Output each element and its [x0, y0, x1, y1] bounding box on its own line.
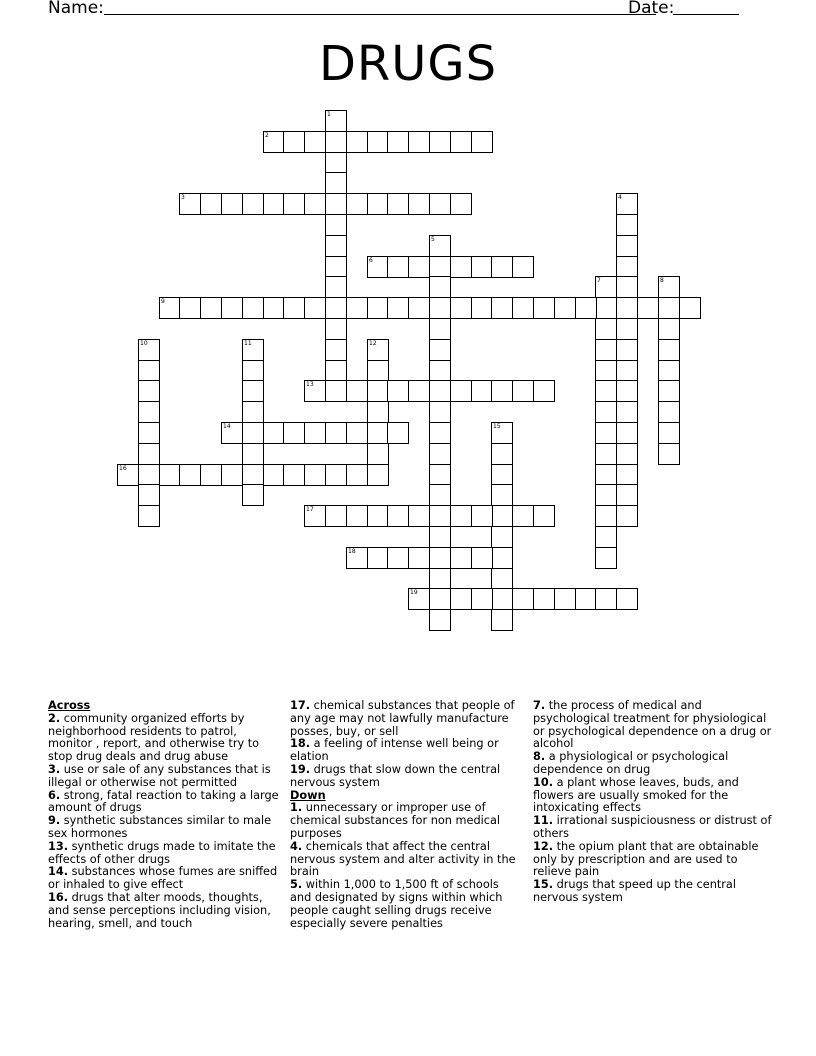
grid-cell[interactable]: [325, 276, 347, 298]
grid-cell[interactable]: [221, 297, 243, 319]
grid-cell[interactable]: [283, 131, 305, 153]
grid-cell[interactable]: [263, 193, 285, 215]
grid-cell[interactable]: [242, 360, 264, 382]
grid-cell[interactable]: [283, 464, 305, 486]
grid-cell[interactable]: [429, 297, 451, 319]
grid-cell[interactable]: [595, 422, 617, 444]
grid-cell[interactable]: [138, 401, 160, 423]
clue-across-16: 16. drugs that alter moods, thoughts, and sense perceptions including vision, hearing, smell, and touch: [48, 890, 271, 930]
clue-number: 10: [140, 340, 148, 347]
grid-cell[interactable]: [221, 464, 243, 486]
grid-cell[interactable]: [304, 464, 326, 486]
grid-cell[interactable]: [450, 193, 472, 215]
grid-cell[interactable]: [637, 297, 659, 319]
grid-cell[interactable]: [138, 505, 160, 527]
grid-cell[interactable]: [616, 235, 638, 257]
grid-cell[interactable]: [491, 526, 513, 548]
grid-cell[interactable]: [138, 422, 160, 444]
grid-cell[interactable]: [387, 297, 409, 319]
grid-cell[interactable]: [491, 464, 513, 486]
clue-across-17: 17. chemical substances that people of any age may not lawfully manufacture posses, buy, or sell: [290, 699, 515, 738]
grid-cell[interactable]: [471, 131, 493, 153]
grid-cell[interactable]: [595, 339, 617, 361]
grid-cell[interactable]: [138, 464, 160, 486]
grid-cell[interactable]: [429, 380, 451, 402]
grid-cell[interactable]: [616, 193, 638, 215]
grid-cell[interactable]: [616, 297, 638, 319]
clue-number: 16: [119, 465, 127, 472]
grid-cell[interactable]: [429, 339, 451, 361]
grid-cell[interactable]: [367, 422, 389, 444]
grid-cell[interactable]: [429, 422, 451, 444]
grid-cell[interactable]: [595, 443, 617, 465]
grid-cell[interactable]: [138, 443, 160, 465]
grid-cell[interactable]: [179, 297, 201, 319]
grid-cell[interactable]: [658, 401, 680, 423]
grid-cell[interactable]: [491, 547, 513, 569]
grid-cell[interactable]: [346, 193, 368, 215]
grid-cell[interactable]: [429, 256, 451, 278]
clue-down-15: 15. drugs that speed up the central nervous system: [533, 878, 736, 904]
clue-across-19: 19. drugs that slow down the central nervous system: [290, 762, 501, 789]
puzzle-title: DRUGS: [318, 36, 498, 92]
grid-cell[interactable]: [408, 193, 430, 215]
grid-cell[interactable]: [450, 380, 472, 402]
clue-number: 12: [369, 340, 377, 347]
grid-cell[interactable]: [283, 422, 305, 444]
grid-cell[interactable]: [512, 297, 534, 319]
clue-down-8: 8. a physiological or psychological dependence on drug: [533, 750, 729, 776]
grid-cell[interactable]: [325, 360, 347, 382]
grid-cell[interactable]: [616, 443, 638, 465]
grid-cell[interactable]: [283, 297, 305, 319]
grid-cell[interactable]: [595, 547, 617, 569]
grid-cell[interactable]: [429, 276, 451, 298]
grid-cell[interactable]: [429, 484, 451, 506]
grid-cell[interactable]: [346, 297, 368, 319]
grid-cell[interactable]: [387, 505, 409, 527]
grid-cell[interactable]: [408, 131, 430, 153]
grid-cell[interactable]: [367, 131, 389, 153]
clue-across-13: 13. synthetic drugs made to imitate the effects of other drugs: [48, 839, 276, 866]
clue-down-12: 12. the opium plant that are obtainable only by prescription and are used to relieve pain: [533, 839, 759, 879]
grid-cell[interactable]: [429, 547, 451, 569]
grid-cell[interactable]: [429, 235, 451, 257]
grid-cell[interactable]: [387, 193, 409, 215]
grid-cell[interactable]: [242, 339, 264, 361]
grid-cell[interactable]: [304, 193, 326, 215]
grid-cell[interactable]: [263, 422, 285, 444]
grid-cell[interactable]: [325, 297, 347, 319]
grid-cell[interactable]: [429, 568, 451, 590]
grid-cell[interactable]: [471, 380, 493, 402]
grid-cell[interactable]: [450, 505, 472, 527]
clue-number: 2: [265, 132, 269, 139]
grid-cell[interactable]: [595, 360, 617, 382]
grid-cell[interactable]: [304, 297, 326, 319]
grid-cell[interactable]: [367, 464, 389, 486]
clues-column-3: [533, 700, 773, 905]
grid-cell[interactable]: [408, 547, 430, 569]
grid-cell[interactable]: [263, 464, 285, 486]
grid-cell[interactable]: [595, 588, 617, 610]
grid-cell[interactable]: [471, 256, 493, 278]
grid-cell[interactable]: [138, 339, 160, 361]
grid-cell[interactable]: [658, 360, 680, 382]
grid-cell[interactable]: [658, 422, 680, 444]
grid-cell[interactable]: [616, 276, 638, 298]
clues-column-1: [48, 700, 280, 930]
grid-cell[interactable]: [304, 505, 326, 527]
grid-cell[interactable]: [408, 505, 430, 527]
grid-cell[interactable]: [595, 276, 617, 298]
clue-down-5: 5. within 1,000 to 1,500 ft of schools and designated by signs within which people caught selling drugs receive especially severe penalties: [290, 878, 503, 930]
grid-cell[interactable]: [491, 568, 513, 590]
grid-cell[interactable]: [429, 401, 451, 423]
grid-cell[interactable]: [138, 380, 160, 402]
clue-down-11: 11. irrational suspiciousness or distrust of others: [533, 814, 772, 840]
grid-cell[interactable]: [367, 256, 389, 278]
grid-cell[interactable]: [533, 588, 555, 610]
grid-cell[interactable]: [512, 588, 534, 610]
grid-cell[interactable]: [346, 422, 368, 444]
grid-cell[interactable]: [325, 464, 347, 486]
grid-cell[interactable]: [616, 422, 638, 444]
grid-cell[interactable]: [595, 484, 617, 506]
grid-cell[interactable]: [304, 131, 326, 153]
grid-cell[interactable]: [616, 318, 638, 340]
grid-cell[interactable]: [491, 422, 513, 444]
name-label: Name:: [48, 0, 104, 18]
clue-down-7: 7. the process of medical and psychological treatment for physiological or psychological dependence on a drug or alcohol: [533, 699, 772, 751]
grid-cell[interactable]: [429, 526, 451, 548]
grid-cell[interactable]: [595, 380, 617, 402]
grid-cell[interactable]: [616, 360, 638, 382]
grid-cell[interactable]: [242, 422, 264, 444]
grid-cell[interactable]: [450, 588, 472, 610]
grid-cell[interactable]: [491, 505, 513, 527]
clue-number: 9: [161, 298, 165, 305]
grid-cell[interactable]: [575, 297, 597, 319]
grid-cell[interactable]: [387, 547, 409, 569]
clue-number: 11: [244, 340, 252, 347]
grid-cell[interactable]: [346, 464, 368, 486]
down-heading: Down: [290, 788, 326, 802]
date-label: Date:: [628, 0, 675, 18]
grid-cell[interactable]: [387, 256, 409, 278]
grid-cell[interactable]: [325, 193, 347, 215]
grid-cell[interactable]: [616, 339, 638, 361]
grid-cell[interactable]: [159, 464, 181, 486]
grid-cell[interactable]: [138, 360, 160, 382]
grid-cell[interactable]: [471, 297, 493, 319]
clue-down-10: 10. a plant whose leaves, buds, and flowers are usually smoked for the intoxicating effects: [533, 775, 739, 815]
grid-cell[interactable]: [367, 380, 389, 402]
grid-cell[interactable]: [429, 193, 451, 215]
grid-cell[interactable]: [263, 297, 285, 319]
grid-cell[interactable]: [491, 609, 513, 631]
grid-cell[interactable]: [658, 318, 680, 340]
grid-cell[interactable]: [616, 380, 638, 402]
clue-number: 14: [223, 423, 231, 430]
grid-cell[interactable]: [242, 193, 264, 215]
clue-number: 15: [493, 423, 501, 430]
grid-cell[interactable]: [429, 505, 451, 527]
grid-cell[interactable]: [367, 547, 389, 569]
grid-cell[interactable]: [658, 297, 680, 319]
grid-cell[interactable]: [346, 380, 368, 402]
clue-across-18: 18. a feeling of intense well being or elation: [290, 737, 499, 764]
grid-cell[interactable]: [616, 505, 638, 527]
grid-cell[interactable]: [429, 131, 451, 153]
grid-cell[interactable]: [325, 110, 347, 132]
grid-cell[interactable]: [138, 484, 160, 506]
grid-cell[interactable]: [263, 131, 285, 153]
grid-cell[interactable]: [242, 401, 264, 423]
clue-number: 5: [431, 236, 435, 243]
grid-cell[interactable]: [367, 360, 389, 382]
clue-across-6: 6. strong, fatal reaction to taking a large amount of drugs: [48, 788, 279, 815]
grid-cell[interactable]: [179, 464, 201, 486]
grid-cell[interactable]: [429, 443, 451, 465]
grid-cell[interactable]: [450, 131, 472, 153]
grid-cell[interactable]: [491, 297, 513, 319]
grid-cell[interactable]: [595, 297, 617, 319]
grid-cell[interactable]: [304, 422, 326, 444]
grid-cell[interactable]: [367, 339, 389, 361]
grid-cell[interactable]: [117, 464, 139, 486]
grid-cell[interactable]: [450, 547, 472, 569]
clues-column-2: [290, 700, 522, 930]
grid-cell[interactable]: [325, 339, 347, 361]
grid-cell[interactable]: [408, 256, 430, 278]
grid-cell[interactable]: [533, 380, 555, 402]
grid-cell[interactable]: [367, 443, 389, 465]
grid-cell[interactable]: [304, 380, 326, 402]
grid-cell[interactable]: [408, 588, 430, 610]
grid-cell[interactable]: [242, 443, 264, 465]
grid-cell[interactable]: [325, 214, 347, 236]
grid-cell[interactable]: [367, 297, 389, 319]
grid-cell[interactable]: [346, 547, 368, 569]
grid-cell[interactable]: [533, 505, 555, 527]
clue-across-2: 2. community organized efforts by neighborhood residents to patrol, monitor , report, and otherwise try to stop drug deals and drug abuse: [48, 711, 260, 764]
grid-cell[interactable]: [346, 505, 368, 527]
grid-cell[interactable]: [200, 297, 222, 319]
clue-number: 18: [348, 548, 356, 555]
grid-cell[interactable]: [595, 318, 617, 340]
grid-cell[interactable]: [512, 380, 534, 402]
grid-cell[interactable]: [471, 547, 493, 569]
grid-cell[interactable]: [367, 401, 389, 423]
grid-cell[interactable]: [346, 131, 368, 153]
grid-cell[interactable]: [658, 443, 680, 465]
clue-number: 13: [306, 381, 314, 388]
grid-cell[interactable]: [221, 193, 243, 215]
grid-cell[interactable]: [242, 380, 264, 402]
grid-cell[interactable]: [658, 339, 680, 361]
grid-cell[interactable]: [242, 484, 264, 506]
grid-cell[interactable]: [533, 297, 555, 319]
grid-cell[interactable]: [325, 256, 347, 278]
clue-number: 7: [597, 277, 601, 284]
grid-cell[interactable]: [325, 422, 347, 444]
grid-cell[interactable]: [283, 193, 305, 215]
grid-cell[interactable]: [491, 588, 513, 610]
grid-cell[interactable]: [387, 131, 409, 153]
grid-cell[interactable]: [491, 484, 513, 506]
grid-cell[interactable]: [367, 193, 389, 215]
grid-cell[interactable]: [471, 505, 493, 527]
grid-cell[interactable]: [616, 588, 638, 610]
grid-cell[interactable]: [595, 526, 617, 548]
grid-cell[interactable]: [658, 380, 680, 402]
grid-cell[interactable]: [325, 505, 347, 527]
grid-cell[interactable]: [491, 380, 513, 402]
grid-cell[interactable]: [491, 256, 513, 278]
grid-cell[interactable]: [325, 131, 347, 153]
across-heading: Across: [48, 699, 91, 712]
clue-number: 1: [327, 111, 331, 118]
grid-cell[interactable]: [429, 588, 451, 610]
grid-cell[interactable]: [242, 297, 264, 319]
grid-cell[interactable]: [387, 422, 409, 444]
clue-across-9: 9. synthetic substances similar to male sex hormones: [48, 814, 272, 840]
grid-cell[interactable]: [616, 401, 638, 423]
grid-cell[interactable]: [200, 464, 222, 486]
grid-cell[interactable]: [325, 172, 347, 194]
clue-number: 19: [410, 589, 418, 596]
grid-cell[interactable]: [325, 152, 347, 174]
clue-number: 17: [306, 506, 314, 513]
grid-cell[interactable]: [679, 297, 701, 319]
grid-cell[interactable]: [367, 505, 389, 527]
clue-number: 4: [618, 194, 622, 201]
clue-down-1: 1. unnecessary or improper use of chemical substances for non medical purposes: [290, 801, 501, 840]
grid-cell[interactable]: [242, 464, 264, 486]
clue-number: 6: [369, 257, 373, 264]
clue-across-3: 3. use or sale of any substances that is illegal or otherwise not permitted: [48, 762, 271, 789]
grid-cell[interactable]: [429, 609, 451, 631]
grid-cell[interactable]: [554, 297, 576, 319]
grid-cell[interactable]: [221, 422, 243, 444]
clue-number: 8: [660, 277, 664, 284]
grid-cell[interactable]: [429, 464, 451, 486]
clue-down-4: 4. chemicals that affect the central nervous system and alter activity in the brain: [290, 839, 516, 879]
grid-cell[interactable]: [512, 505, 534, 527]
grid-cell[interactable]: [450, 256, 472, 278]
grid-cell[interactable]: [450, 297, 472, 319]
grid-cell[interactable]: [471, 588, 493, 610]
grid-cell[interactable]: [429, 318, 451, 340]
grid-cell[interactable]: [159, 297, 181, 319]
grid-cell[interactable]: [325, 235, 347, 257]
grid-cell[interactable]: [575, 588, 597, 610]
grid-cell[interactable]: [429, 360, 451, 382]
clue-number: 3: [181, 194, 185, 201]
grid-cell[interactable]: [595, 401, 617, 423]
grid-cell[interactable]: [616, 464, 638, 486]
grid-cell[interactable]: [616, 484, 638, 506]
grid-cell[interactable]: [200, 193, 222, 215]
grid-cell[interactable]: [408, 297, 430, 319]
grid-cell[interactable]: [491, 443, 513, 465]
grid-cell[interactable]: [616, 256, 638, 278]
grid-cell[interactable]: [179, 193, 201, 215]
clue-across-14: 14. substances whose fumes are sniffed or inhaled to give effect: [48, 865, 278, 892]
grid-cell[interactable]: [387, 380, 409, 402]
grid-cell[interactable]: [325, 318, 347, 340]
grid-cell[interactable]: [595, 505, 617, 527]
grid-cell[interactable]: [658, 276, 680, 298]
grid-cell[interactable]: [595, 464, 617, 486]
grid-cell[interactable]: [408, 380, 430, 402]
grid-cell[interactable]: [616, 214, 638, 236]
grid-cell[interactable]: [325, 380, 347, 402]
grid-cell[interactable]: [554, 588, 576, 610]
grid-cell[interactable]: [512, 256, 534, 278]
